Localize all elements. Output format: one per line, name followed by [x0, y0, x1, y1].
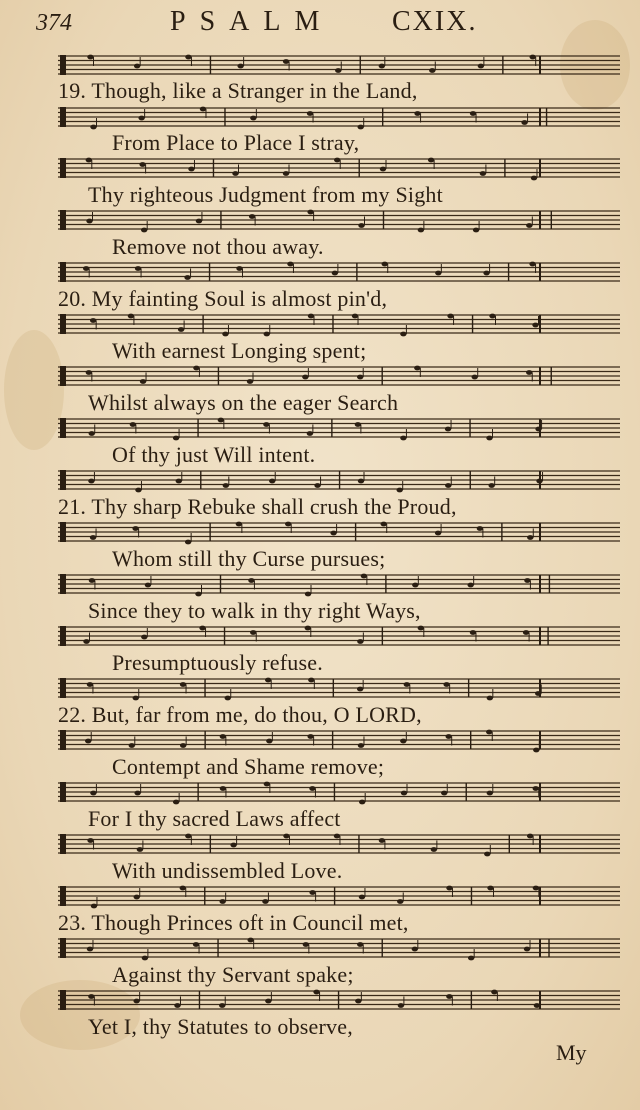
music-staff — [58, 728, 620, 754]
music-staff — [58, 208, 620, 234]
verse-line: Remove not thou away. — [112, 234, 324, 259]
verse-line: Since they to walk in thy right Ways, — [88, 598, 421, 623]
music-staff — [58, 416, 620, 442]
music-staff — [58, 468, 620, 494]
verse-line: 19. Though, like a Stranger in the Land, — [58, 78, 418, 103]
paper-stain — [4, 330, 64, 450]
music-staff — [58, 572, 620, 598]
verse-line: With undissembled Love. — [112, 858, 343, 883]
music-staff — [58, 676, 620, 702]
verse-line: 21. Thy sharp Rebuke shall crush the Proud, — [58, 494, 457, 519]
verse-line: Yet I, thy Statutes to observe, — [88, 1014, 353, 1039]
music-staff — [58, 53, 620, 79]
verse-line: Contempt and Shame remove; — [112, 754, 385, 779]
music-staff — [58, 312, 620, 338]
verse-line: Whilst always on the eager Search — [88, 390, 399, 415]
verse-line: Presumptuously refuse. — [112, 650, 323, 675]
running-head: PSALM — [170, 6, 334, 37]
music-staff — [58, 260, 620, 286]
verse-line: For I thy sacred Laws affect — [88, 806, 341, 831]
page-header — [0, 2, 640, 42]
verse-line: Of thy just Will intent. — [112, 442, 316, 467]
music-staff — [58, 832, 620, 858]
music-staff — [58, 520, 620, 546]
music-staff — [58, 624, 620, 650]
music-staff — [58, 988, 620, 1014]
psalm-number: CXIX. — [392, 6, 478, 37]
music-staff — [58, 105, 620, 131]
verse-line: 20. My fainting Soul is almost pin'd, — [58, 286, 388, 311]
verse-line: 23. Though Princes oft in Council met, — [58, 910, 409, 935]
verse-line: With earnest Longing spent; — [112, 338, 367, 363]
music-staff — [58, 780, 620, 806]
verse-line: 22. But, far from me, do thou, O LORD, — [58, 702, 422, 727]
music-staff — [58, 156, 620, 182]
verse-line: Against thy Servant spake; — [112, 962, 354, 987]
page-number: 374 — [36, 10, 72, 36]
music-staff — [58, 364, 620, 390]
catchword: My — [556, 1040, 587, 1065]
verse-line: Thy righteous Judgment from my Sight — [88, 182, 443, 207]
music-staff — [58, 884, 620, 910]
verse-line: Whom still thy Curse pursues; — [112, 546, 386, 571]
music-staff — [58, 936, 620, 962]
verse-line: From Place to Place I stray, — [112, 130, 360, 155]
